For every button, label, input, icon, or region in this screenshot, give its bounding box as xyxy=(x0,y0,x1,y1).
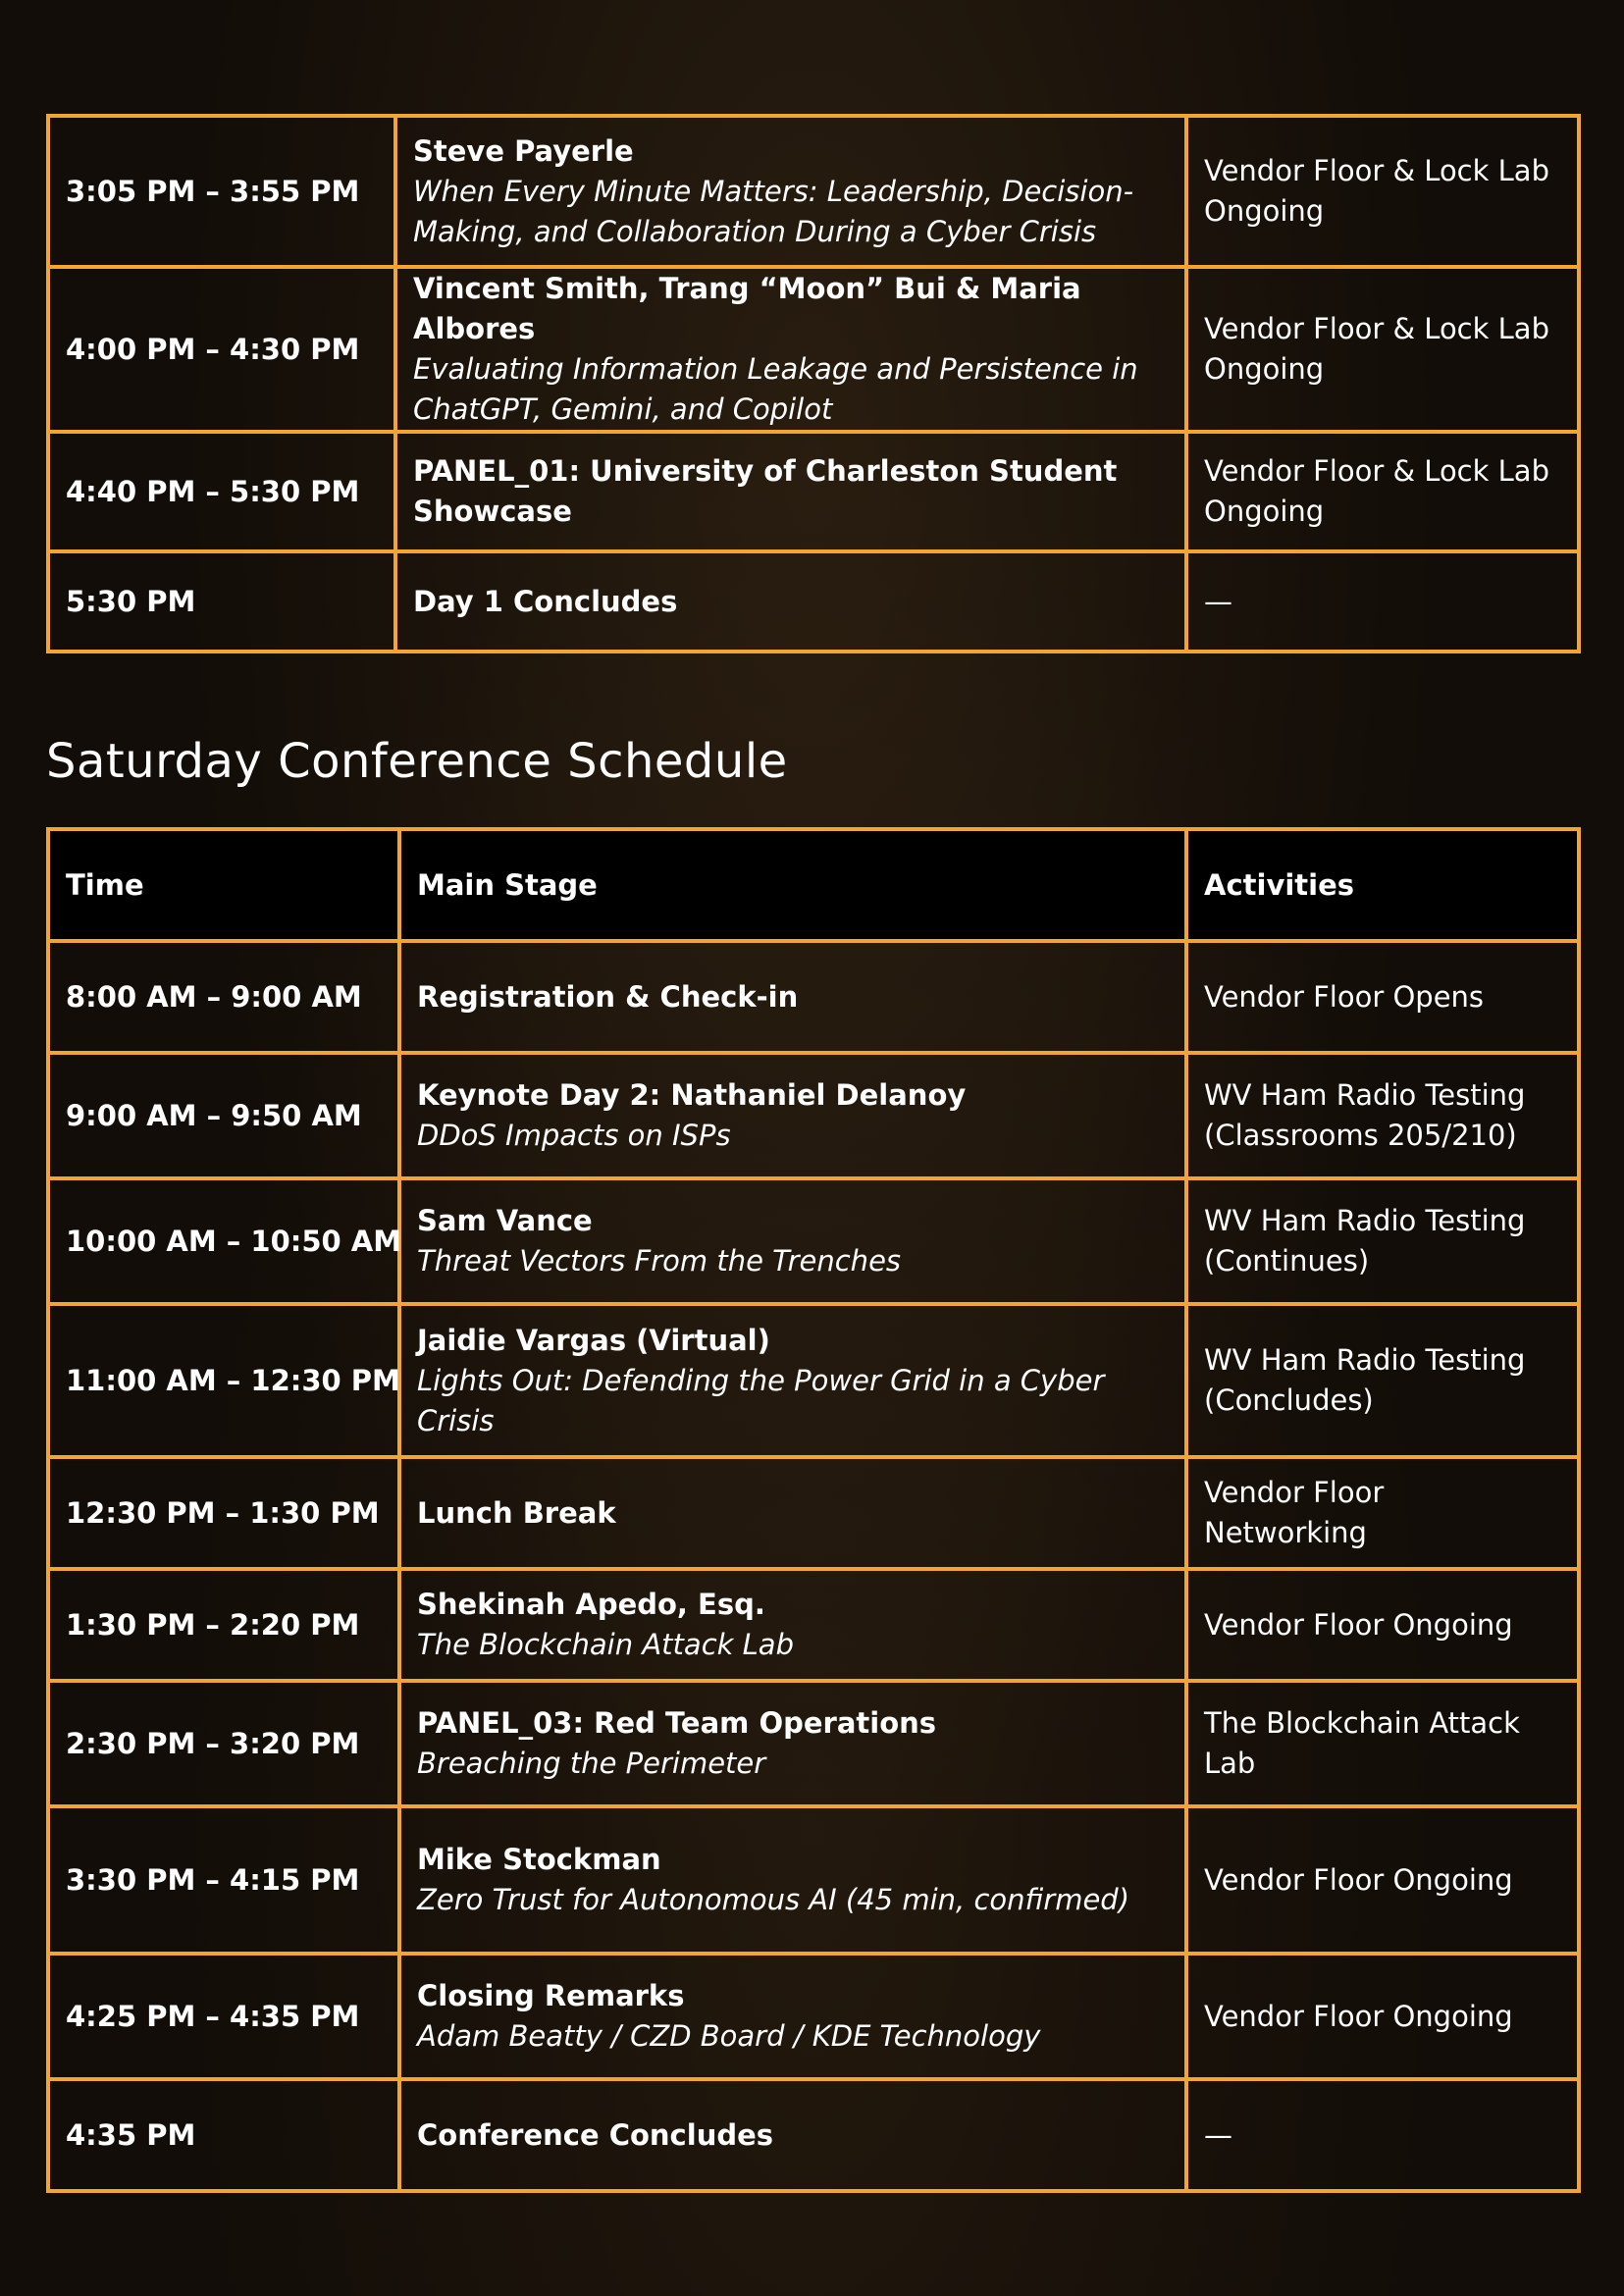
activity-line: (Continues) xyxy=(1204,1244,1370,1278)
activities-cell xyxy=(1186,1569,1579,1681)
speaker-name: Conference Concludes xyxy=(417,2117,774,2152)
talk-title: DDoS Impacts on ISPs xyxy=(417,1119,731,1152)
activity-line: Ongoing xyxy=(1204,495,1325,528)
column-header-main-stage: Main Stage xyxy=(399,829,1186,941)
speaker-name: Mike Stockman xyxy=(417,1843,661,1876)
time-cell: 9:00 AM – 9:50 AM xyxy=(48,1053,399,1178)
activities-cell xyxy=(1186,1053,1579,1178)
activities-cell xyxy=(1186,2079,1579,2191)
activity-line: Vendor Floor & Lock Lab xyxy=(1204,312,1549,345)
table-row xyxy=(48,116,1579,267)
talk-title: Lights Out: Defending the Power Grid in a Cyber Crisis xyxy=(417,1363,1105,1437)
time-cell: 5:30 PM xyxy=(48,551,395,652)
main-stage-cell xyxy=(399,1681,1186,1806)
talk-title: Zero Trust for Autonomous AI (45 min, confirmed) xyxy=(417,1883,1130,1916)
activities-cell xyxy=(1186,432,1579,551)
speaker-name: Lunch Break xyxy=(417,1495,616,1530)
table-row xyxy=(48,1681,1579,1806)
activity-line: — xyxy=(1204,584,1232,618)
speaker-name: PANEL_01: University of Charleston Student Showcase xyxy=(413,454,1118,528)
table-row xyxy=(48,1178,1579,1304)
activity-line: Vendor Floor Ongoing xyxy=(1204,1607,1513,1642)
activity-line: Ongoing xyxy=(1204,352,1325,386)
activity-line: Vendor Floor xyxy=(1204,1476,1385,1509)
speaker-name: Keynote Day 2: Nathaniel Delanoy xyxy=(417,1078,967,1112)
activity-line: The Blockchain Attack xyxy=(1204,1706,1520,1740)
table-row xyxy=(48,267,1579,432)
activity-line: WV Ham Radio Testing xyxy=(1204,1343,1526,1377)
column-header-activities: Activities xyxy=(1186,829,1579,941)
table-row xyxy=(48,1954,1579,2079)
table-row xyxy=(48,941,1579,1053)
activity-line: Vendor Floor Opens xyxy=(1204,979,1485,1014)
speaker-name: Shekinah Apedo, Esq. xyxy=(417,1588,765,1621)
main-stage-cell xyxy=(399,1178,1186,1304)
activity-line: WV Ham Radio Testing xyxy=(1204,1078,1526,1112)
speaker-name: Sam Vance xyxy=(417,1204,593,1237)
main-stage-cell xyxy=(395,116,1186,267)
speaker-name: Steve Payerle xyxy=(413,133,634,168)
column-header-time: Time xyxy=(48,829,399,941)
activity-line: Lab xyxy=(1204,1747,1256,1780)
activity-line: Vendor Floor Ongoing xyxy=(1204,1999,1513,2033)
time-cell: 1:30 PM – 2:20 PM xyxy=(48,1569,399,1681)
time-cell: 4:35 PM xyxy=(48,2079,399,2191)
activities-cell xyxy=(1186,1806,1579,1954)
speaker-name: Vincent Smith, Trang “Moon” Bui & Maria Albores xyxy=(413,272,1081,345)
time-cell: 4:00 PM – 4:30 PM xyxy=(48,267,395,432)
talk-title: The Blockchain Attack Lab xyxy=(417,1628,794,1661)
activity-line: — xyxy=(1204,2117,1232,2152)
speaker-name: Day 1 Concludes xyxy=(413,584,678,618)
main-stage-cell xyxy=(399,941,1186,1053)
activity-line: Vendor Floor & Lock Lab xyxy=(1204,454,1549,488)
table-header-row xyxy=(48,829,1579,941)
main-stage-cell xyxy=(399,1053,1186,1178)
time-cell: 10:00 AM – 10:50 AM xyxy=(48,1178,399,1304)
activities-cell xyxy=(1186,116,1579,267)
table-row xyxy=(48,1304,1579,1457)
friday-schedule-table xyxy=(46,114,1581,653)
talk-title: Evaluating Information Leakage and Persistence in ChatGPT, Gemini, and Copilot xyxy=(413,352,1138,426)
main-stage-cell xyxy=(395,551,1186,652)
main-stage-cell xyxy=(399,1954,1186,2079)
time-cell: 12:30 PM – 1:30 PM xyxy=(48,1457,399,1569)
table-row xyxy=(48,1053,1579,1178)
table-row xyxy=(48,551,1579,652)
table-row xyxy=(48,1569,1579,1681)
talk-title: Adam Beatty / CZD Board / KDE Technology xyxy=(417,2019,1041,2053)
talk-title: When Every Minute Matters: Leadership, Decision-Making, and Collaboration During a Cyber Crisis xyxy=(413,174,1134,248)
speaker-name: Registration & Check-in xyxy=(417,979,799,1014)
activities-cell xyxy=(1186,267,1579,432)
activities-cell xyxy=(1186,1954,1579,2079)
main-stage-cell xyxy=(399,1457,1186,1569)
activity-line: (Classrooms 205/210) xyxy=(1204,1119,1517,1152)
time-cell: 2:30 PM – 3:20 PM xyxy=(48,1681,399,1806)
talk-title: Breaching the Perimeter xyxy=(417,1747,766,1780)
time-cell: 8:00 AM – 9:00 AM xyxy=(48,941,399,1053)
activity-line: WV Ham Radio Testing xyxy=(1204,1204,1526,1237)
activities-cell xyxy=(1186,551,1579,652)
table-row xyxy=(48,1457,1579,1569)
activities-cell xyxy=(1186,1457,1579,1569)
time-cell: 11:00 AM – 12:30 PM xyxy=(48,1304,399,1457)
section-title: Saturday Conference Schedule xyxy=(46,734,788,789)
talk-title: Threat Vectors From the Trenches xyxy=(417,1244,902,1278)
table-row xyxy=(48,2079,1579,2191)
main-stage-cell xyxy=(395,267,1186,432)
activities-cell xyxy=(1186,941,1579,1053)
activities-cell xyxy=(1186,1304,1579,1457)
table-row xyxy=(48,432,1579,551)
speaker-name: Jaidie Vargas (Virtual) xyxy=(417,1323,770,1357)
time-cell: 3:30 PM – 4:15 PM xyxy=(48,1806,399,1954)
activities-cell xyxy=(1186,1178,1579,1304)
main-stage-cell xyxy=(399,2079,1186,2191)
time-cell: 3:05 PM – 3:55 PM xyxy=(48,116,395,267)
main-stage-cell xyxy=(399,1569,1186,1681)
speaker-name: PANEL_03: Red Team Operations xyxy=(417,1706,937,1740)
speaker-name: Closing Remarks xyxy=(417,1979,685,2012)
time-cell: 4:40 PM – 5:30 PM xyxy=(48,432,395,551)
main-stage-cell xyxy=(399,1806,1186,1954)
main-stage-cell xyxy=(399,1304,1186,1457)
saturday-schedule-table xyxy=(46,827,1581,2193)
activity-line: Vendor Floor & Lock Lab xyxy=(1204,154,1549,187)
activity-line: Networking xyxy=(1204,1516,1367,1549)
activity-line: Ongoing xyxy=(1204,194,1325,228)
activity-line: (Concludes) xyxy=(1204,1383,1374,1417)
activities-cell xyxy=(1186,1681,1579,1806)
time-cell: 4:25 PM – 4:35 PM xyxy=(48,1954,399,2079)
activity-line: Vendor Floor Ongoing xyxy=(1204,1862,1513,1897)
main-stage-cell xyxy=(395,432,1186,551)
table-row xyxy=(48,1806,1579,1954)
